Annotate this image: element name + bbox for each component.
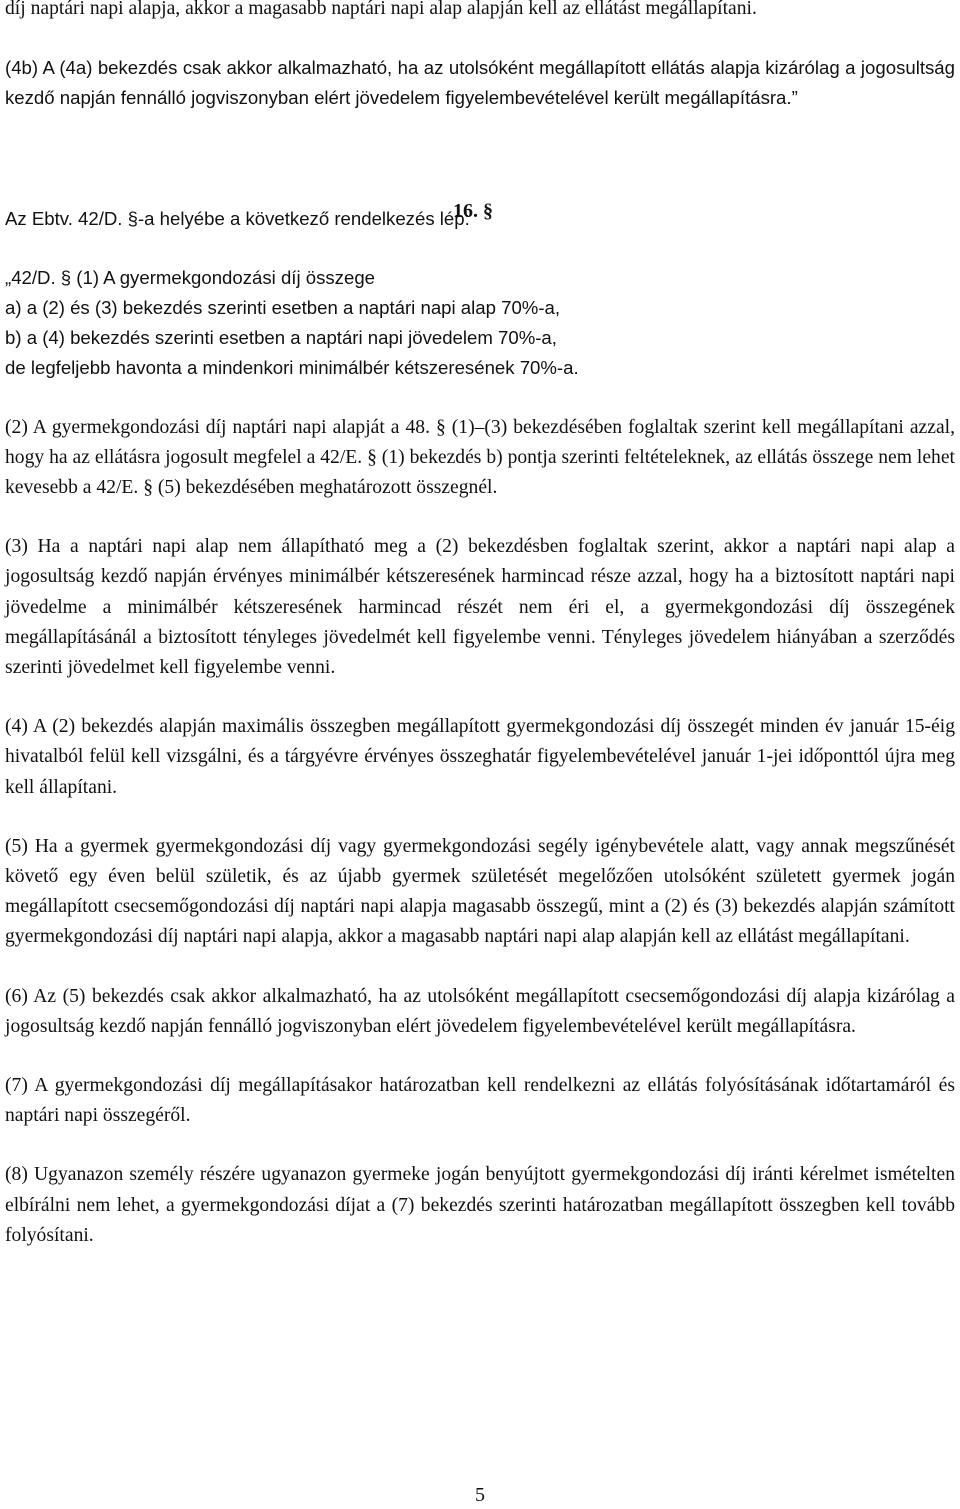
spacer (5, 683, 955, 712)
paragraph-8: (8) Ugyanazon személy részére ugyanazon gyermeke jogán benyújtott gyermekgondozási díj iránti kérelmet ismételten elbírálni nem lehet, a gyermekgondozási díjat a (7) bekezdés szerinti határozatban megállapított összegben kell tovább folyósítani. (5, 1164, 955, 1246)
spacer (5, 1131, 955, 1160)
section-heading: 16. § (453, 200, 493, 222)
paragraph-1-point-b: b) a (4) bekezdés szerinti esetben a naptári napi jövedelem 70%-a, (5, 327, 557, 349)
paragraph-continued: díj naptári napi alapja, akkor a magasabb naptári napi alap alapján kell az ellátást megállapítani. (5, 0, 757, 19)
spacer (5, 114, 955, 204)
paragraph-7: (7) A gyermekgondozási díj megállapításakor határozatban kell rendelkezni az ellátás folyósításának időtartamáról és naptári napi összegéről. (5, 1075, 955, 1127)
paragraph-2: (2) A gyermekgondozási díj naptári napi alapját a 48. § (1)–(3) bekezdésében foglaltak szerint kell megállapítani azzal, hogy ha az ellátásra jogosult megfelel a 42/E. § (1) bekezdés b) pontja szerinti feltételeknek, az ellátás összege nem lehet kevesebb a 42/E. § (5) bekezdésében meghatározott összegnél. (5, 416, 955, 499)
spacer (5, 1042, 955, 1071)
paragraph-3: (3) Ha a naptári napi alap nem állapítható meg a (2) bekezdésben foglaltak szerint, akkor a naptári napi alap a jogosultság kezdő napján érvényes minimálbér kétszeresének harmincad része azzal, hogy ha a biztosított naptári napi jövedelme a minimálbér kétszeresének harmincad részét nem éri el, a gyermekgondozási díj összegének megállapításánál a biztosított tényleges jövedelmét kell figyelembe venni. Tényleges jövedelem hiányában a szerződés szerinti jövedelmet kell figyelembe venni. (5, 536, 955, 679)
spacer (5, 953, 955, 982)
section-intro: Az Ebtv. 42/D. §-a helyébe a következő rendelkezés lép: (5, 207, 470, 229)
spacer (5, 234, 955, 263)
paragraph-6: (6) Az (5) bekezdés csak akkor alkalmazható, ha az utolsóként megállapított csecsemőgondozási díj alapja kizárólag a jogosultság kezdő napján fennálló jogviszonyban elért jövedelem figyelembevételével került megállapításra. (5, 985, 955, 1037)
spacer (5, 503, 955, 532)
paragraph-1-closing: de legfeljebb havonta a mindenkori minimálbér kétszeresének 70%-a. (5, 357, 579, 379)
spacer (5, 384, 955, 413)
spacer (5, 24, 955, 53)
paragraph-5: (5) Ha a gyermek gyermekgondozási díj vagy gyermekgondozási segély igénybevétele alatt, vagy annak megszűnését követő egy éven belül születik, és az újabb gyermek születését megelőzően utolsóként született gyermek jogán megállapított csecsemőgondozási díj naptári napi alapja magasabb összegű, mint a (2) és (3) bekezdés alapján számított gyermekgondozási díj naptári napi alapja, akkor a magasabb naptári napi alap alapján kell az ellátást megállapítani. (5, 835, 955, 948)
document-page (5, 0, 955, 1251)
spacer (5, 803, 955, 832)
paragraph-4: (4) A (2) bekezdés alapján maximális összegben megállapított gyermekgondozási díj összegét minden év január 15-éig hivatalból felül kell vizsgálni, és a tárgyévre érvényes összeghatár figyelembevételével január 1-jei időponttól újra meg kell állapítani. (5, 716, 955, 798)
paragraph-4b: (4b) A (4a) bekezdés csak akkor alkalmazható, ha az utolsóként megállapított ellátás alapja kizárólag a jogosultság kezdő napján fennálló jogviszonyban elért jövedelem figyelembevételével került megállapításra.” (5, 57, 955, 109)
paragraph-1-point-a: a) a (2) és (3) bekezdés szerinti esetben a naptári napi alap 70%-a, (5, 297, 561, 319)
amended-paragraph-1 (5, 263, 955, 384)
page-number: 5 (475, 1484, 485, 1506)
paragraph-1-title: „42/D. § (1) A gyermekgondozási díj összege (5, 266, 376, 288)
